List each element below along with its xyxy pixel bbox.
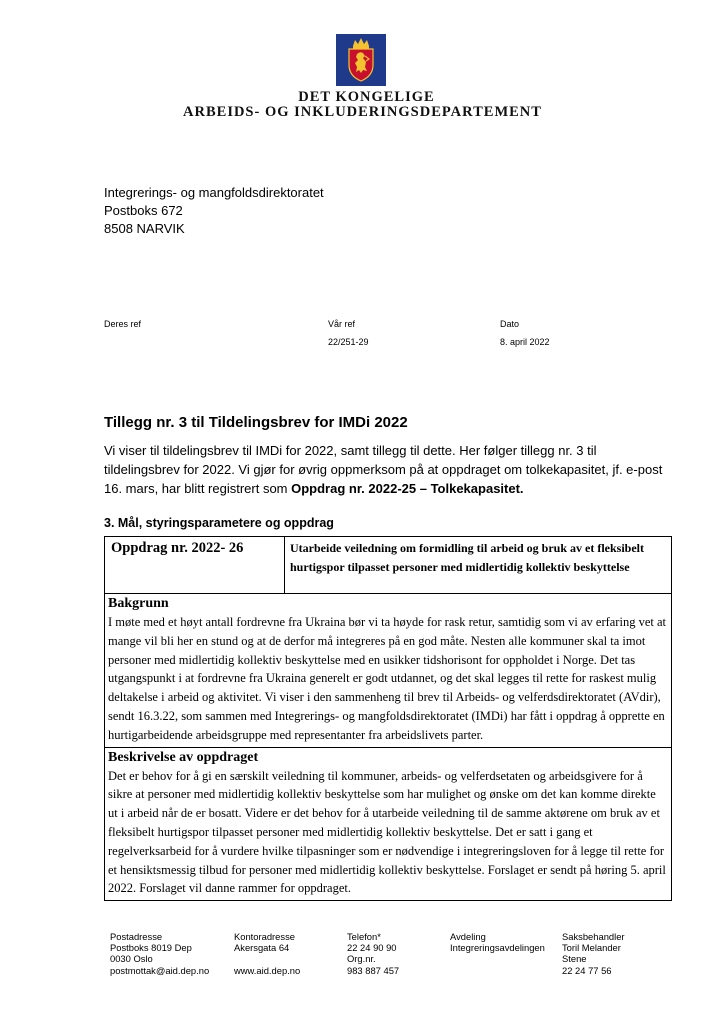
- footer-handler-name-2: Stene: [562, 953, 587, 965]
- footer-phone: [347, 931, 399, 976]
- footer-department: [450, 931, 545, 953]
- var-ref-value: 22/251-29: [328, 337, 369, 347]
- footer-office-label: Kontoradresse: [234, 931, 295, 942]
- footer-phone-number: 22 24 90 90: [347, 942, 397, 954]
- footer-handler: [562, 931, 625, 976]
- recipient-address: [104, 184, 324, 238]
- letter-title: Tillegg nr. 3 til Tildelingsbrev for IMDi 2022: [104, 414, 408, 431]
- footer-handler-phone: 22 24 77 56: [562, 964, 612, 976]
- footer-office-blank: [234, 953, 300, 964]
- footer-handler-name: Toril Melander: [562, 942, 621, 954]
- deres-ref-label: Deres ref: [104, 319, 142, 329]
- assignment-table: [104, 536, 672, 901]
- dato-value: 8. april 2022: [500, 337, 550, 347]
- footer-postal-box: Postboks 8019 Dep: [110, 942, 192, 954]
- department-line-2: ARBEIDS- OG INKLUDERINGSDEPARTEMENT: [183, 104, 542, 120]
- beskrivelse-section: [105, 748, 671, 901]
- footer-handler-label: Saksbehandler: [562, 931, 625, 942]
- bakgrunn-heading: Bakgrunn: [108, 596, 169, 611]
- assignment-number: Oppdrag nr. 2022- 26: [105, 537, 285, 593]
- footer-postal: [110, 931, 209, 976]
- coat-of-arms-logo: [336, 34, 386, 86]
- bakgrunn-text: I møte med et høyt antall fordrevne fra Ukraina bør vi ta høyde for rask retur, samtidig som vi av erfaring vet at mange vil bli her en stund og at de derfor må integreres på en god måte. Nesten alle kommuner skal ta imot personer med midlertidig kollektiv beskyttelse med en usikker tidshorisont for oppholdet i Norge. Det tas utgangspunkt i at fordrevne fra Ukraina generelt er godt utdannet, og det skal legges til rette for raskest mulig deltakelse i arbeid og aktivitet. Vi viser i den sammenheng til brev til Arbeids- og velferdsdirektoratet (AVdir), sendt 16.3.22, som sammen med Integrerings- og mangfoldsdirektoratet (IMDi) har fått i oppdrag å opprette en hurtigarbeidende arbeidsgruppe med representanter fra arbeidslivets parter.: [108, 615, 666, 742]
- intro-bold-reference: Oppdrag nr. 2022-25 – Tolkekapasitet.: [291, 481, 524, 496]
- beskrivelse-text: Det er behov for å gi en særskilt veiledning til kommuner, arbeids- og velferdsetaten og arbeidsgivere for å sikre at personer med midlertidig kollektiv beskyttelse som har mulighet og ønske om det kan komme direkte ut i arbeid når de er bosatt. Videre er det behov for å utarbeide veiledning til de samme aktørene om bruk av et fleksibelt hurtigspor tilpasset personer med midlertidig kollektiv beskyttelse. Det er satt i gang et regelverksarbeid for å vurdere hvilke tilpasninger som er nødvendige i integreringsloven for å legge til rette for et hensiktsmessig tilbud for personer med midlertidig kollektiv beskyttelse. Forslaget er sendt på høring 5. april 2022. Forslaget vil danne rammer for oppdraget.: [108, 768, 666, 896]
- footer-email[interactable]: postmottak@aid.dep.no: [110, 964, 210, 976]
- department-line-1: DET KONGELIGE: [298, 89, 435, 105]
- dato-label: Dato: [500, 319, 520, 329]
- footer-department-value: Integreringsavdelingen: [450, 942, 545, 954]
- recipient-box: Postboks 672: [104, 203, 183, 218]
- footer-orgnr-value: 983 887 457: [347, 964, 400, 976]
- recipient-name: Integrerings- og mangfoldsdirektoratet: [104, 185, 324, 200]
- footer-phone-label: Telefon*: [347, 931, 381, 942]
- beskrivelse-heading: Beskrivelse av oppdraget: [108, 749, 259, 765]
- footer-website[interactable]: www.aid.dep.no: [234, 964, 301, 976]
- assignment-title: Utarbeide veiledning om formidling til arbeid og bruk av et fleksibelt hurtigspor tilpasset personer med midlertidig kollektiv beskyttelse: [290, 541, 644, 574]
- var-ref-label: Vår ref: [328, 319, 356, 329]
- footer-postal-city: 0030 Oslo: [110, 953, 153, 965]
- footer-orgnr-label: Org.nr.: [347, 953, 376, 965]
- assignment-header-row: [105, 537, 671, 594]
- recipient-city: 8508 NARVIK: [104, 221, 185, 236]
- intro-paragraph: [104, 441, 664, 498]
- footer-office: [234, 931, 300, 976]
- footer-department-label: Avdeling: [450, 931, 486, 942]
- intro-text: Vi viser til tildelingsbrev til IMDi for 2022, samt tillegg til dette. Her følger tillegg nr. 3 til tildelingsbrev for 2022. Vi gjør for øvrig oppmerksom på at oppdraget om tolkekapasitet, jf. e-post 16. mars, har blitt registrert som: [104, 443, 663, 496]
- section-heading: 3. Mål, styringsparametere og oppdrag: [104, 516, 334, 530]
- footer-postal-label: Postadresse: [110, 931, 163, 942]
- footer-office-street: Akersgata 64: [234, 942, 290, 954]
- bakgrunn-section: [105, 594, 671, 748]
